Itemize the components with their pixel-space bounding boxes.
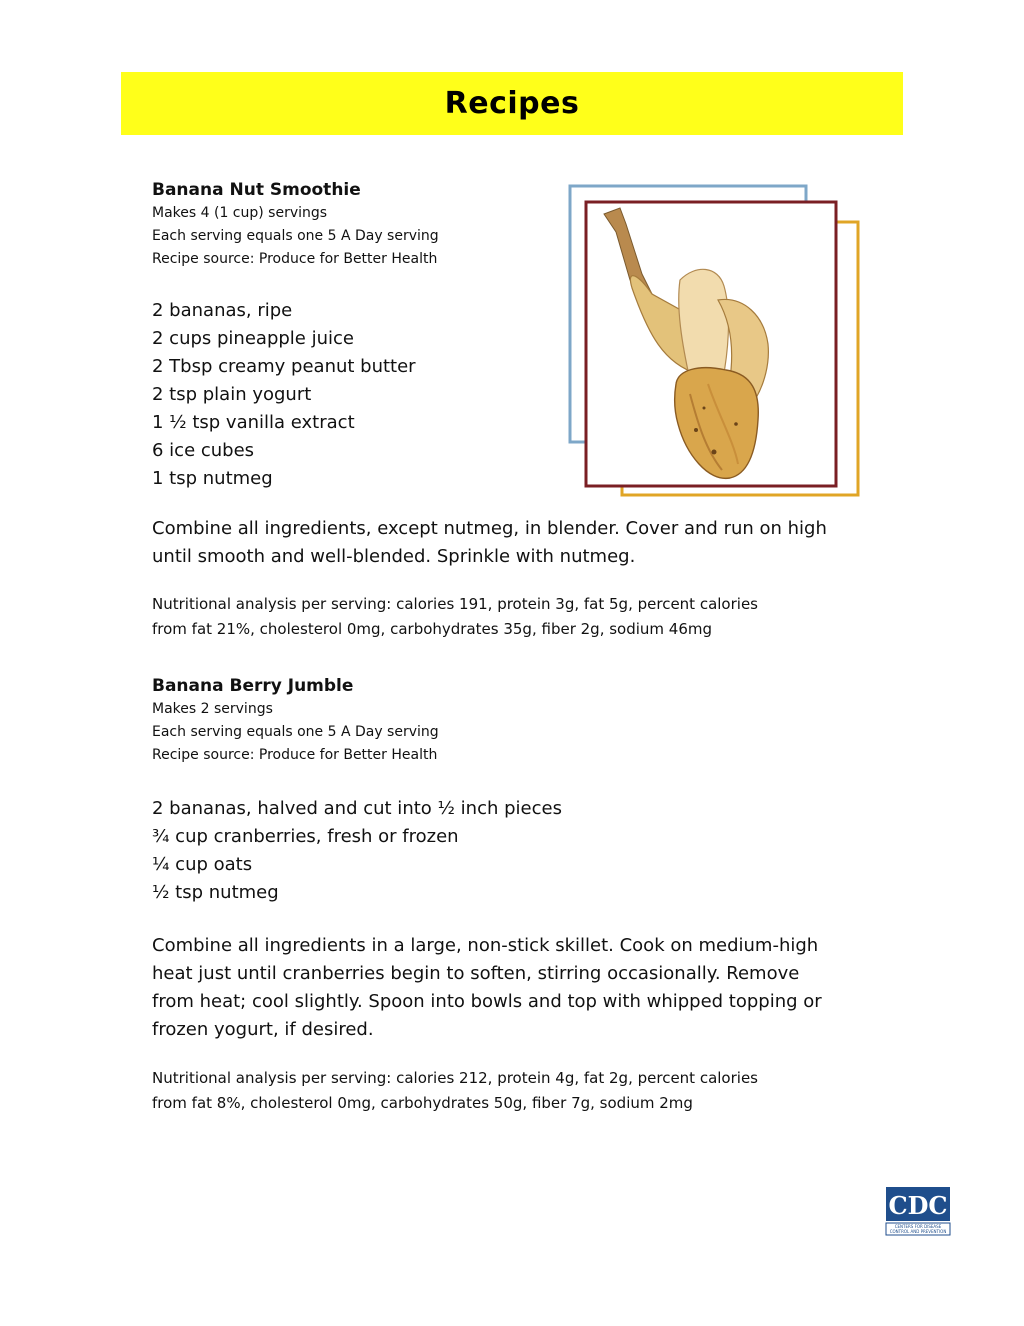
ingredient-item: 2 tsp plain yogurt xyxy=(152,384,312,405)
ingredient-item: ½ tsp nutmeg xyxy=(152,882,279,903)
recipe-title: Banana Berry Jumble xyxy=(152,676,354,696)
nutrition-line: Nutritional analysis per serving: calories 191, protein 3g, fat 5g, percent calories xyxy=(152,595,758,613)
ingredient-item: 2 bananas, ripe xyxy=(152,300,293,321)
nutrition-info xyxy=(152,592,872,642)
banana-photo xyxy=(568,184,864,500)
ingredient-item: 2 bananas, halved and cut into ½ inch pieces xyxy=(152,798,562,819)
directions xyxy=(152,515,872,571)
banana-illustration xyxy=(568,184,864,500)
nutrition-line: from fat 21%, cholesterol 0mg, carbohydrates 35g, fiber 2g, sodium 46mg xyxy=(152,620,713,638)
ingredient-item: 1 ½ tsp vanilla extract xyxy=(152,412,355,433)
ingredient-item: 2 Tbsp creamy peanut butter xyxy=(152,356,416,377)
directions-line: frozen yogurt, if desired. xyxy=(152,1019,374,1040)
title-banner xyxy=(121,72,903,135)
ingredient-item: 1 tsp nutmeg xyxy=(152,468,273,489)
ingredient-item: 6 ice cubes xyxy=(152,440,255,461)
directions-line: Combine all ingredients in a large, non-stick skillet. Cook on medium-high xyxy=(152,935,819,956)
logo-tagline: CENTERS FOR DISEASE xyxy=(894,1224,942,1229)
recipe-yield: Makes 2 servings xyxy=(152,701,273,717)
cdc-logo xyxy=(885,1186,951,1236)
nutrition-line: Nutritional analysis per serving: calories 212, protein 4g, fat 2g, percent calories xyxy=(152,1069,758,1087)
recipe-yield: Makes 4 (1 cup) servings xyxy=(152,205,328,221)
logo-tagline: CONTROL AND PREVENTION xyxy=(889,1229,947,1234)
directions-line: from heat; cool slightly. Spoon into bowls and top with whipped topping or xyxy=(152,991,822,1012)
directions-line: heat just until cranberries begin to soften, stirring occasionally. Remove xyxy=(152,963,800,984)
recipe-source: Recipe source: Produce for Better Health xyxy=(152,251,438,267)
ingredient-item: 2 cups pineapple juice xyxy=(152,328,354,349)
directions-line: Combine all ingredients, except nutmeg, in blender. Cover and run on high xyxy=(152,518,827,539)
ingredient-item: ¾ cup cranberries, fresh or frozen xyxy=(152,826,459,847)
nutrition-line: from fat 8%, cholesterol 0mg, carbohydrates 50g, fiber 7g, sodium 2mg xyxy=(152,1094,693,1112)
page-title: Recipes xyxy=(444,86,580,121)
logo-text: CDC xyxy=(888,1191,948,1220)
nutrition-info xyxy=(152,1066,872,1116)
directions xyxy=(152,932,872,1044)
recipe-banana-berry-jumble xyxy=(152,674,872,1116)
recipe-title: Banana Nut Smoothie xyxy=(152,180,361,200)
ingredient-item: ¼ cup oats xyxy=(152,854,253,875)
ingredient-list xyxy=(152,795,872,907)
cdc-logo-mark xyxy=(885,1186,951,1236)
recipe-source: Recipe source: Produce for Better Health xyxy=(152,747,438,763)
directions-line: until smooth and well-blended. Sprinkle with nutmeg. xyxy=(152,546,636,567)
recipe-serving-note: Each serving equals one 5 A Day serving xyxy=(152,724,439,740)
recipe-serving-note: Each serving equals one 5 A Day serving xyxy=(152,228,439,244)
